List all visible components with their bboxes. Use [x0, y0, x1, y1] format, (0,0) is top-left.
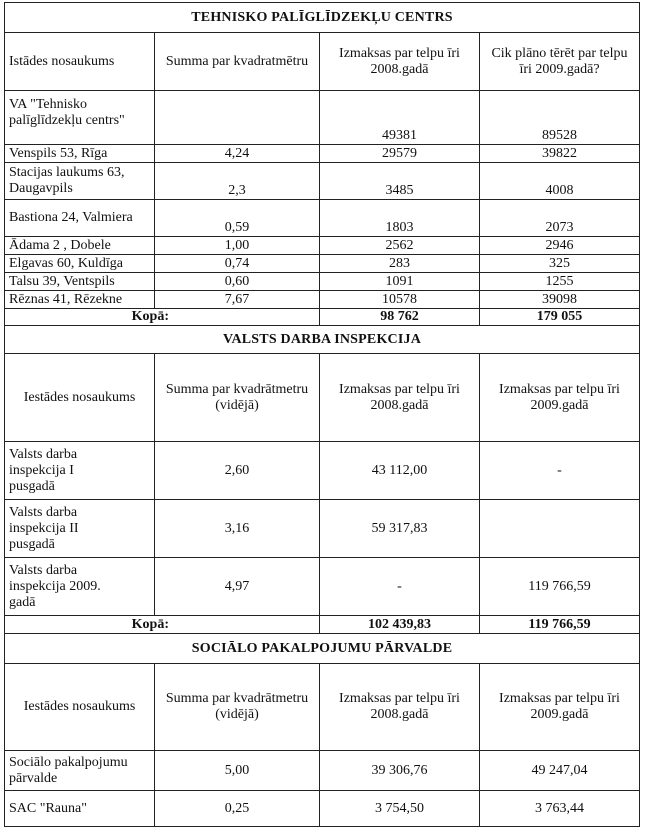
- row-cost-2009: 325: [480, 255, 640, 273]
- header-sum-per-sqm: Summa par kvadrātmetru (vidējā): [155, 354, 320, 442]
- table-row: [5, 91, 640, 145]
- header-sum-per-sqm: Summa par kvadratmētru: [155, 33, 320, 91]
- row-cost-2009: 2073: [480, 200, 640, 237]
- row-name: Talsu 39, Ventspils: [5, 273, 155, 291]
- row-sum: 0,59: [155, 200, 320, 237]
- row-cost-2009: [480, 500, 640, 558]
- table-row: [5, 791, 640, 827]
- row-sum: [155, 91, 320, 145]
- row-cost-2008: 29579: [320, 145, 480, 163]
- row-sum: 3,16: [155, 500, 320, 558]
- row-name: Valsts darba inspekcija 2009. gadā: [5, 558, 155, 616]
- row-sum: 4,24: [155, 145, 320, 163]
- row-sum: 0,60: [155, 273, 320, 291]
- row-sum: 7,67: [155, 291, 320, 309]
- row-cost-2009: 39822: [480, 145, 640, 163]
- row-cost-2008: 59 317,83: [320, 500, 480, 558]
- table-row: [5, 163, 640, 200]
- row-name: Sociālo pakalpojumu pārvalde: [5, 751, 155, 791]
- total-cost-2008: 98 762: [320, 309, 480, 326]
- row-cost-2009: 89528: [480, 91, 640, 145]
- table-row: [5, 237, 640, 255]
- row-name: Ādama 2 , Dobele: [5, 237, 155, 255]
- row-name: Elgavas 60, Kuldīga: [5, 255, 155, 273]
- row-cost-2009: 119 766,59: [480, 558, 640, 616]
- header-cost-2008: Izmaksas par telpu īri 2008.gadā: [320, 664, 480, 751]
- table-row: [5, 273, 640, 291]
- row-cost-2009: 1255: [480, 273, 640, 291]
- table-row: [5, 442, 640, 500]
- header-cost-2008: Izmaksas par telpu īri 2008.gadā: [320, 33, 480, 91]
- header-institution-name: Iestādes nosaukums: [5, 354, 155, 442]
- row-cost-2008: 1803: [320, 200, 480, 237]
- row-cost-2008: 3 754,50: [320, 791, 480, 827]
- row-cost-2008: 3485: [320, 163, 480, 200]
- total-row: [5, 309, 640, 326]
- header-sum-per-sqm: Summa par kvadrātmetru (vidējā): [155, 664, 320, 751]
- row-cost-2008: 283: [320, 255, 480, 273]
- row-cost-2008: 39 306,76: [320, 751, 480, 791]
- header-cost-2009: Izmaksas par telpu īri 2009.gadā: [480, 664, 640, 751]
- header-cost-2009: Cik plāno tērēt par telpu īri 2009.gadā?: [480, 33, 640, 91]
- table-row: [5, 145, 640, 163]
- section-title-spp: SOCIĀLO PAKALPOJUMU PĀRVALDE: [5, 634, 640, 664]
- row-cost-2009: 49 247,04: [480, 751, 640, 791]
- total-row: [5, 616, 640, 634]
- header-institution-name: Istādes nosaukums: [5, 33, 155, 91]
- row-sum: 2,60: [155, 442, 320, 500]
- row-name: VA "Tehnisko palīglīdzekļu centrs": [5, 91, 155, 145]
- row-cost-2008: 49381: [320, 91, 480, 145]
- row-sum: 5,00: [155, 751, 320, 791]
- row-name: Valsts darba inspekcija I pusgadā: [5, 442, 155, 500]
- row-cost-2009: 4008: [480, 163, 640, 200]
- header-cost-2009: Izmaksas par telpu īri 2009.gadā: [480, 354, 640, 442]
- total-label: Kopā:: [5, 309, 320, 326]
- row-cost-2008: -: [320, 558, 480, 616]
- total-label: Kopā:: [5, 616, 320, 634]
- row-sum: 2,3: [155, 163, 320, 200]
- rent-cost-document: [4, 2, 639, 827]
- row-name: Stacijas laukums 63, Daugavpils: [5, 163, 155, 200]
- row-cost-2008: 2562: [320, 237, 480, 255]
- table-row: [5, 558, 640, 616]
- row-cost-2008: 1091: [320, 273, 480, 291]
- total-cost-2009: 179 055: [480, 309, 640, 326]
- header-cost-2008: Izmaksas par telpu īri 2008.gadā: [320, 354, 480, 442]
- section-title-tpc: TEHNISKO PALĪGLĪDZEKĻU CENTRS: [5, 3, 640, 33]
- row-name: SAC "Rauna": [5, 791, 155, 827]
- row-sum: 1,00: [155, 237, 320, 255]
- rent-cost-table: [4, 2, 640, 827]
- row-cost-2008: 10578: [320, 291, 480, 309]
- table-row: [5, 751, 640, 791]
- row-name: Rēznas 41, Rēzekne: [5, 291, 155, 309]
- row-cost-2008: 43 112,00: [320, 442, 480, 500]
- row-cost-2009: -: [480, 442, 640, 500]
- total-cost-2008: 102 439,83: [320, 616, 480, 634]
- row-name: Venspils 53, Rīga: [5, 145, 155, 163]
- row-cost-2009: 3 763,44: [480, 791, 640, 827]
- table-row: [5, 200, 640, 237]
- section-title-vdi: VALSTS DARBA INSPEKCIJA: [5, 326, 640, 354]
- header-institution-name: Iestādes nosaukums: [5, 664, 155, 751]
- row-name: Valsts darba inspekcija II pusgadā: [5, 500, 155, 558]
- row-cost-2009: 39098: [480, 291, 640, 309]
- row-sum: 4,97: [155, 558, 320, 616]
- row-sum: 0,74: [155, 255, 320, 273]
- table-row: [5, 500, 640, 558]
- row-name: Bastiona 24, Valmiera: [5, 200, 155, 237]
- table-row: [5, 255, 640, 273]
- table-row: [5, 291, 640, 309]
- row-sum: 0,25: [155, 791, 320, 827]
- row-cost-2009: 2946: [480, 237, 640, 255]
- total-cost-2009: 119 766,59: [480, 616, 640, 634]
